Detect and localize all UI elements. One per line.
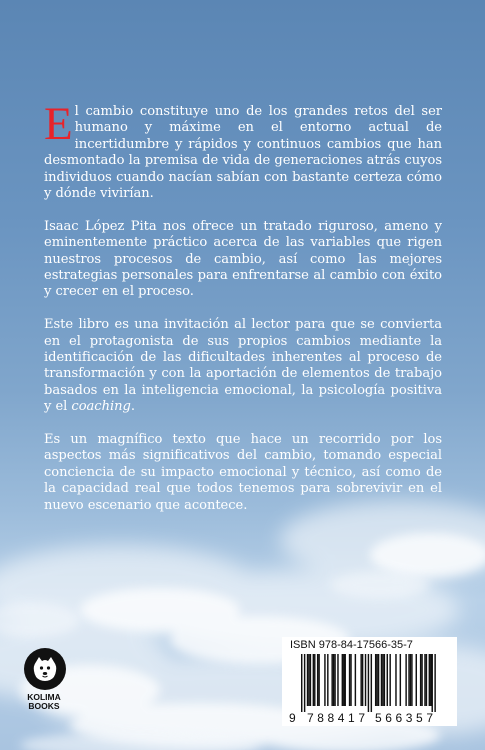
drop-cap: E: [44, 98, 73, 150]
barcode-bar: [333, 654, 334, 706]
barcode-bar: [307, 654, 308, 706]
barcode-bar: [313, 654, 314, 706]
publisher-line-2: BOOKS: [28, 701, 60, 711]
barcode-bar: [389, 654, 390, 706]
barcode-bar: [434, 654, 435, 712]
barcode-bar: [382, 654, 383, 706]
isbn-label: ISBN 978-84-17566-35-7: [290, 639, 413, 651]
barcode-bar: [384, 654, 385, 706]
paragraph-3-text: Este libro es una invitación al lector para que se convierta en el protagonista de sus propios cambios mediante la identificación de las dificultades inherentes al proceso de transformación y con la aportación de elementos de trabajo basados en la inteligencia emocional, la psicología positiva y el: [44, 317, 442, 415]
barcode-bar: [395, 654, 396, 706]
barcode-bar: [429, 654, 430, 706]
barcode-bar: [327, 654, 328, 706]
paragraph-3-italic: coaching: [71, 399, 131, 415]
barcode-bar: [337, 654, 338, 706]
barcode-bar: [405, 654, 406, 706]
barcode-bar: [314, 654, 315, 706]
back-cover-text: [44, 98, 442, 531]
barcode-bar: [318, 654, 319, 706]
barcode-bar: [432, 654, 433, 712]
barcode-bar: [416, 654, 417, 706]
barcode-bar: [408, 654, 409, 706]
barcode-box: [282, 637, 457, 726]
barcode-bar: [368, 654, 369, 712]
barcode-bar: [317, 654, 318, 706]
paragraph-1-text: l cambio constituye uno de los grandes retos del ser humano y máxime en el entorno actual de incertidumbre y rápidos y continuos cambios que han desmontado la premisa de vida de generaciones atrás cuyos individuos cuando nacían sabían con bastante certeza cómo y dónde vivirían.: [44, 104, 442, 202]
barcode-bar: [430, 654, 431, 706]
publisher-line-1: KOLIMA: [27, 692, 61, 702]
barcode-bar: [349, 654, 350, 706]
barcode: [287, 654, 452, 724]
barcode-bar: [331, 654, 332, 706]
barcode-bar: [334, 654, 335, 706]
publisher-name: [14, 693, 74, 711]
barcode-bar: [304, 654, 305, 712]
publisher-logo: [24, 648, 66, 690]
barcode-bar: [342, 654, 343, 706]
paragraph-1: [44, 98, 442, 202]
barcode-bar: [324, 654, 325, 706]
barcode-bar: [308, 654, 309, 706]
barcode-bar: [424, 654, 425, 706]
barcode-bar: [376, 654, 377, 706]
barcode-bar: [420, 654, 421, 706]
barcode-bar: [365, 654, 366, 706]
barcode-bar: [378, 654, 379, 706]
barcode-bar: [301, 654, 302, 712]
barcode-bar: [345, 654, 346, 706]
barcode-bar: [310, 654, 311, 706]
barcode-bar: [362, 654, 363, 706]
paragraph-3-end: .: [130, 399, 135, 415]
dog-icon: [24, 648, 66, 690]
barcode-bar: [411, 654, 412, 706]
barcode-bar: [400, 654, 401, 706]
barcode-bar: [350, 654, 351, 706]
paragraph-4: Es un magnífico texto que hace un recorrido por los aspectos más significativos del cambio, tomando especial conciencia de su impacto emocional y técnico, así como de la capacidad real que todos tenemos para sobrevivir en el nuevo escenario que acontece.: [44, 432, 442, 513]
barcode-bar: [387, 654, 388, 706]
barcode-bar: [343, 654, 344, 706]
barcode-bar: [360, 654, 361, 706]
barcode-bar: [410, 654, 411, 706]
barcode-digits-right: 566357: [375, 711, 433, 724]
barcode-digits-left: 788417: [307, 711, 365, 724]
barcode-digit-first: 9: [289, 711, 296, 724]
barcode-bar: [375, 654, 376, 706]
barcode-bar: [381, 654, 382, 706]
paragraph-2: Isaac López Pita nos ofrece un tratado riguroso, ameno y eminentemente práctico acerca de las variables que rigen nuestros procesos de cambio, así como las mejores estrategias personales para enfrentarse al cambio con éxito y crecer en el proceso.: [44, 218, 442, 300]
paragraph-3: [44, 317, 442, 415]
barcode-bar: [355, 654, 356, 706]
barcode-bar: [371, 654, 372, 712]
barcode-bar: [421, 654, 422, 706]
barcode-bar: [426, 654, 427, 706]
